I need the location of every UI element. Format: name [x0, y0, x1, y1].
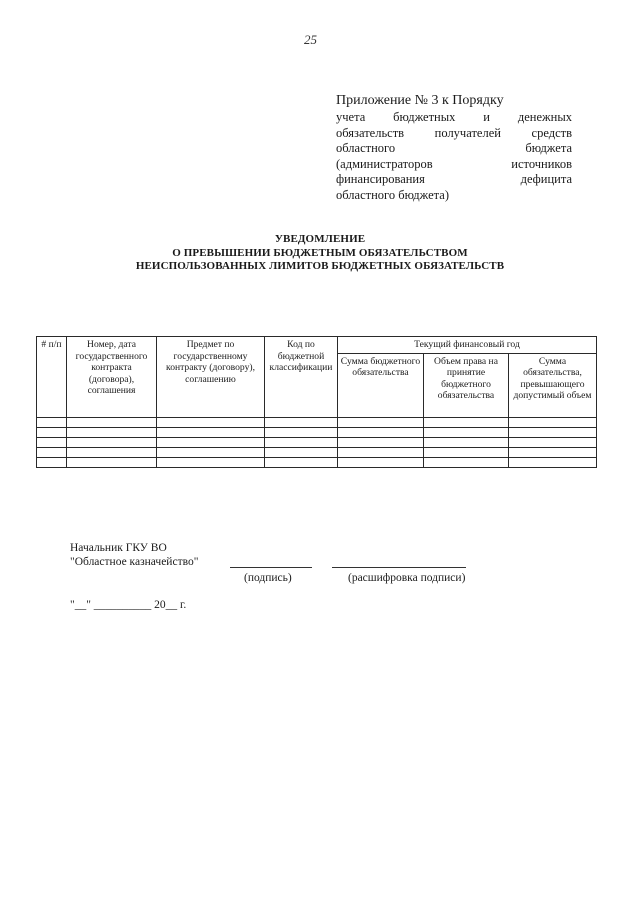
table-cell	[424, 447, 509, 457]
table-cell	[265, 457, 338, 467]
table-row	[37, 437, 597, 447]
table-cell	[424, 437, 509, 447]
appendix-line: обязательств получателей средств	[336, 125, 572, 140]
signature-decode-line	[332, 567, 466, 568]
date-line: "__" __________ 20__ г.	[70, 599, 187, 611]
table-row	[37, 457, 597, 467]
header-excess-sum: Сумма обязательства, превышающего допустимый объем	[509, 353, 597, 417]
table-cell	[265, 427, 338, 437]
table-cell	[37, 417, 67, 427]
table-cell	[67, 437, 157, 447]
header-subject: Предмет по государственному контракту (договору), соглашению	[157, 337, 265, 418]
table-cell	[265, 417, 338, 427]
signature-label: (подпись)	[244, 572, 292, 584]
table-cell	[37, 427, 67, 437]
table-cell	[37, 447, 67, 457]
header-budget-code: Код по бюджетной классификации	[265, 337, 338, 418]
table-cell	[509, 417, 597, 427]
report-table	[36, 336, 597, 468]
table-cell	[424, 457, 509, 467]
table-cell	[424, 417, 509, 427]
table-cell	[67, 457, 157, 467]
header-obligation-sum: Сумма бюджетного обязательства	[338, 353, 424, 417]
header-obligation-right: Объем права на принятие бюджетного обязательства	[424, 353, 509, 417]
table-row	[37, 427, 597, 437]
signature-decode-label: (расшифровка подписи)	[348, 572, 466, 584]
table-cell	[157, 447, 265, 457]
appendix-heading: Приложение № 3 к Порядку	[336, 93, 504, 108]
page-number: 25	[304, 32, 317, 47]
report-table-wrapper	[36, 336, 597, 468]
header-contract: Номер, дата государственного контракта (договора), соглашения	[67, 337, 157, 418]
appendix-line: финансирования дефицита	[336, 172, 572, 186]
table-cell	[338, 447, 424, 457]
title-line: УВЕДОМЛЕНИЕ	[274, 233, 366, 245]
table-cell	[424, 427, 509, 437]
table-cell	[509, 457, 597, 467]
table-cell	[157, 417, 265, 427]
header-current-year: Текущий финансовый год	[338, 337, 597, 354]
appendix-block	[336, 92, 572, 203]
appendix-line: областного бюджета)	[336, 187, 449, 202]
table-cell	[157, 457, 265, 467]
signer-organization: "Областное казначейство"	[70, 556, 199, 568]
table-cell	[338, 427, 424, 437]
table-cell	[509, 447, 597, 457]
header-num: # п/п	[37, 337, 67, 418]
appendix-line: учета бюджетных и денежных	[336, 110, 572, 124]
table-cell	[67, 447, 157, 457]
table-cell	[338, 457, 424, 467]
table-cell	[265, 437, 338, 447]
table-cell	[509, 437, 597, 447]
table-row	[37, 417, 597, 427]
table-cell	[67, 427, 157, 437]
appendix-line: (администраторов источников	[336, 156, 572, 171]
table-cell	[37, 457, 67, 467]
table-cell	[37, 437, 67, 447]
table-cell	[265, 447, 338, 457]
table-cell	[509, 427, 597, 437]
table-cell	[157, 427, 265, 437]
table-row	[37, 447, 597, 457]
signer-position: Начальник ГКУ ВО	[70, 542, 167, 554]
appendix-line: областного бюджета	[336, 141, 572, 155]
table-cell	[338, 437, 424, 447]
signature-line	[230, 567, 312, 568]
title-line: О ПРЕВЫШЕНИИ БЮДЖЕТНЫМ ОБЯЗАТЕЛЬСТВОМ	[172, 246, 468, 259]
table-cell	[338, 417, 424, 427]
table-cell	[157, 437, 265, 447]
table-cell	[67, 417, 157, 427]
title-line: НЕИСПОЛЬЗОВАННЫХ ЛИМИТОВ БЮДЖЕТНЫХ ОБЯЗАТЕЛЬСТВ	[135, 260, 505, 272]
document-title	[60, 233, 580, 274]
signature-block	[70, 541, 198, 569]
